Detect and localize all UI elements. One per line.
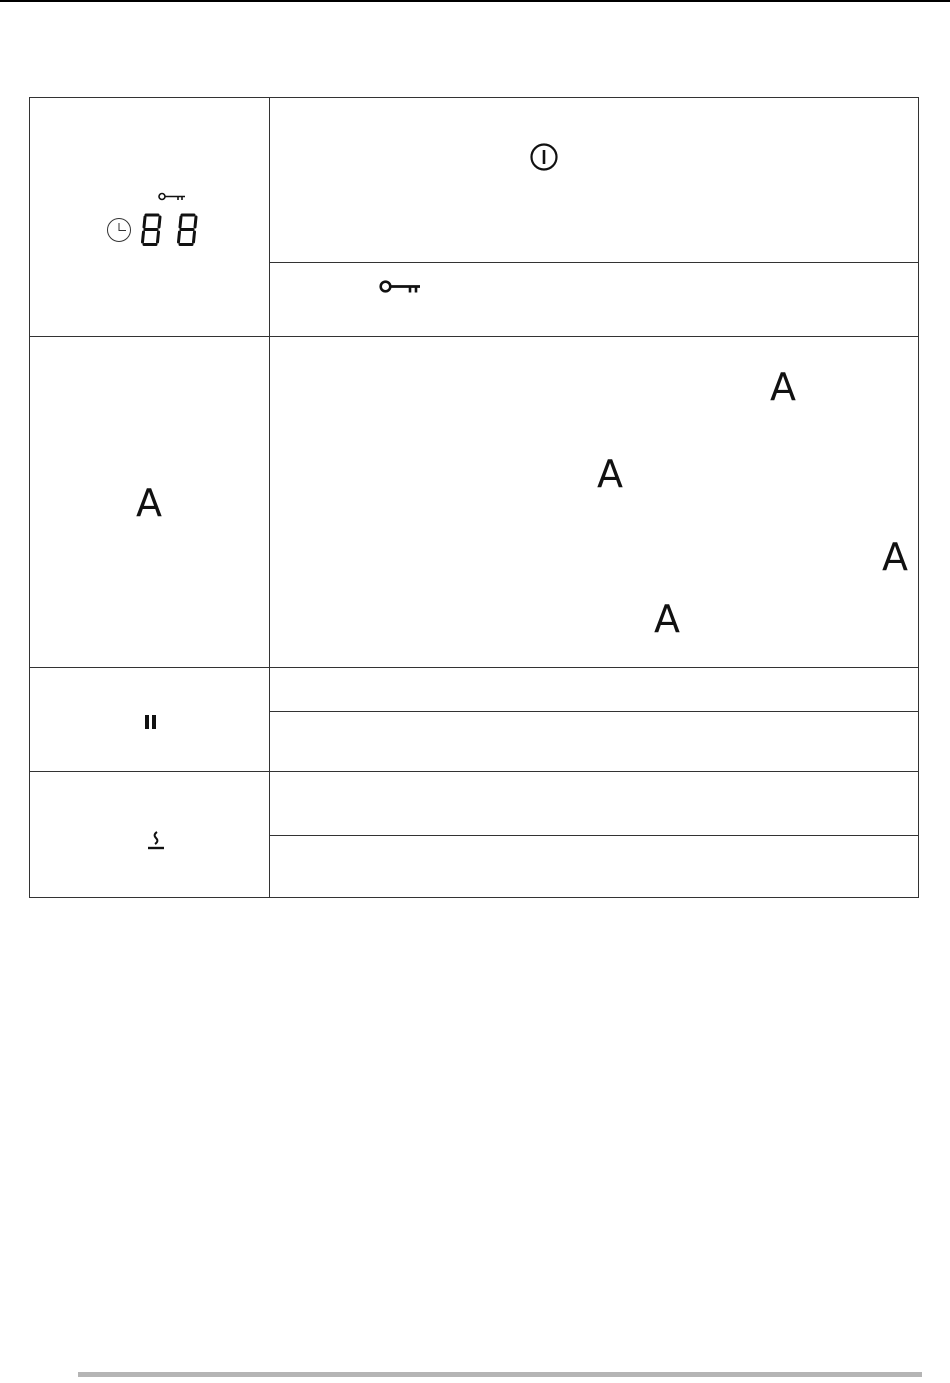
row-divider — [30, 667, 918, 668]
auto-symbol-inline: A — [654, 597, 680, 641]
row-divider — [30, 336, 918, 337]
clock-icon — [106, 217, 132, 243]
auto-symbol: A — [136, 481, 162, 525]
subrow-divider — [269, 711, 918, 712]
key-icon-large — [379, 280, 421, 296]
auto-symbol-inline: A — [597, 452, 623, 496]
power-icon — [529, 142, 559, 172]
symbol-table — [29, 97, 919, 898]
auto-symbol-inline: A — [770, 365, 796, 409]
display-panel — [106, 192, 206, 252]
footer-bar — [78, 1372, 922, 1377]
auto-symbol-inline: A — [882, 535, 908, 579]
pause-icon — [144, 714, 158, 730]
key-icon — [158, 192, 186, 202]
subrow-divider — [269, 262, 918, 263]
residual-heat-icon — [146, 830, 166, 852]
digit-1 — [143, 215, 161, 245]
row-divider — [30, 771, 918, 772]
seven-segment-display — [140, 212, 200, 248]
digit-2 — [179, 215, 197, 245]
top-rule — [0, 0, 950, 2]
subrow-divider — [269, 835, 918, 836]
column-divider — [269, 98, 270, 897]
